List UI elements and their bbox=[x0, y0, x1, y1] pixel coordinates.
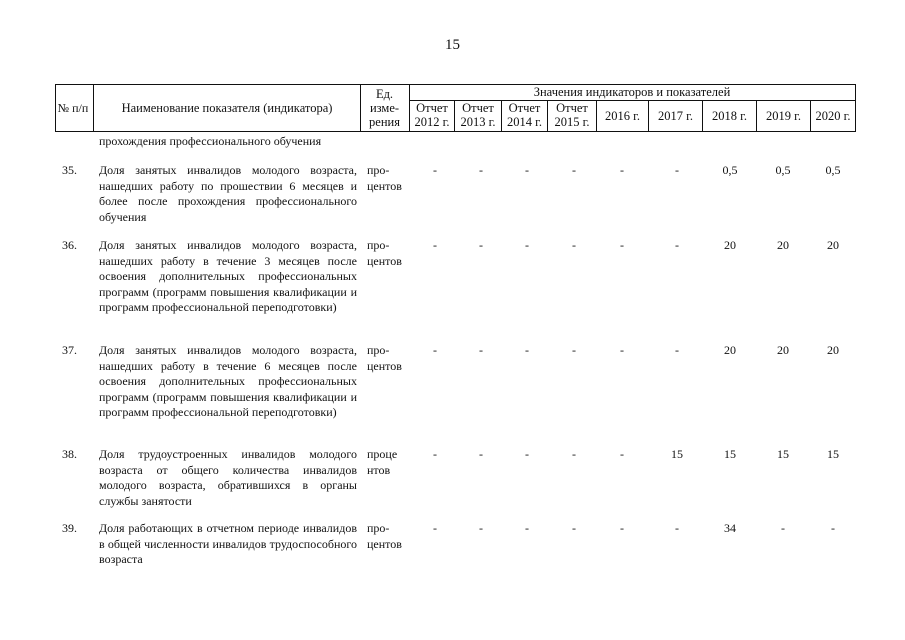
row-value-2020: 20 bbox=[827, 238, 839, 252]
row-value-2017: - bbox=[675, 238, 679, 252]
row-value-2015: - bbox=[572, 163, 576, 177]
row-value-2012: - bbox=[433, 447, 437, 461]
row-number: 37. bbox=[62, 343, 77, 357]
row-number: 35. bbox=[62, 163, 77, 177]
row-value-2019: - bbox=[781, 521, 785, 535]
row-value-2018: 34 bbox=[724, 521, 736, 535]
row-value-2012: - bbox=[433, 163, 437, 177]
header-name: Наименование показателя (индикатора) bbox=[121, 100, 333, 115]
header-year-2014: Отчет 2014 г. bbox=[507, 101, 542, 129]
row-value-2018: 20 bbox=[724, 238, 736, 252]
row-value-2014: - bbox=[525, 521, 529, 535]
row-value-2012: - bbox=[433, 343, 437, 357]
row-value-2019: 20 bbox=[777, 238, 789, 252]
row-value-2018: 15 bbox=[724, 447, 736, 461]
row-indicator-name: Доля занятых инвалидов молодого возраста, нашедших работу в течение 3 месяцев после освоения дополнительных профессиональных программ (программ повышения квалификации и программ профессиональной переподготовки) bbox=[99, 238, 357, 314]
row-value-2017: - bbox=[675, 521, 679, 535]
row-number: 36. bbox=[62, 238, 77, 252]
header-unit bbox=[360, 84, 409, 131]
header-year-2019: 2019 г. bbox=[766, 109, 801, 123]
row-number: 38. bbox=[62, 447, 77, 461]
row-value-2017: - bbox=[675, 163, 679, 177]
row-value-2016: - bbox=[620, 238, 624, 252]
row-value-2015: - bbox=[572, 447, 576, 461]
row-value-2014: - bbox=[525, 163, 529, 177]
row-value-2017: 15 bbox=[671, 447, 683, 461]
header-unit-line: изме- bbox=[369, 100, 400, 115]
row-value-2019: 20 bbox=[777, 343, 789, 357]
row-value-2014: - bbox=[525, 447, 529, 461]
header-year-2015: Отчет 2015 г. bbox=[554, 101, 590, 129]
row-value-2020: - bbox=[831, 521, 835, 535]
header-right-rule bbox=[855, 84, 856, 132]
row-value-2013: - bbox=[479, 238, 483, 252]
row-value-2015: - bbox=[572, 343, 576, 357]
table-header bbox=[55, 84, 856, 132]
header-unit-line: Ед. bbox=[375, 86, 394, 101]
row-value-2016: - bbox=[620, 163, 624, 177]
row-value-2020: 0,5 bbox=[825, 163, 841, 177]
row-value-2018: 20 bbox=[724, 343, 736, 357]
row-value-2017: - bbox=[675, 343, 679, 357]
row-indicator-name: Доля трудоустроенных инвалидов молодого возраста от общего количества инвалидов молодого возраста, обратившихся в органы службы занятости bbox=[99, 447, 357, 508]
row-unit: про- центов bbox=[367, 521, 402, 551]
row-value-2013: - bbox=[479, 163, 483, 177]
row-value-2013: - bbox=[479, 447, 483, 461]
header-year-2012: Отчет 2012 г. bbox=[414, 101, 450, 129]
row-value-2020: 15 bbox=[827, 447, 839, 461]
header-year-2013: Отчет 2013 г. bbox=[460, 101, 496, 129]
row-indicator-name: Доля занятых инвалидов молодого возраста, нашедших работу по прошествии 6 месяцев и более после прохождения профессионального обучения bbox=[99, 163, 357, 224]
row-value-2014: - bbox=[525, 343, 529, 357]
row-unit: проце нтов bbox=[367, 447, 398, 477]
row-value-2012: - bbox=[433, 238, 437, 252]
row-value-2019: 0,5 bbox=[775, 163, 791, 177]
row-value-2015: - bbox=[572, 238, 576, 252]
row-value-2018: 0,5 bbox=[722, 163, 738, 177]
header-year-2016: 2016 г. bbox=[605, 109, 640, 123]
row-value-2016: - bbox=[620, 521, 624, 535]
header-bottom-rule bbox=[55, 131, 856, 132]
row-indicator-name: Доля работающих в отчетном периоде инвалидов в общей численности инвалидов трудоспособного возраста bbox=[99, 521, 357, 566]
header-year-2018: 2018 г. bbox=[712, 109, 747, 123]
header-num: № п/п bbox=[57, 100, 89, 115]
header-year-2020: 2020 г. bbox=[815, 109, 851, 123]
header-year-2017: 2017 г. bbox=[658, 109, 693, 123]
row-value-2020: 20 bbox=[827, 343, 839, 357]
page-number: 15 bbox=[445, 37, 460, 53]
row-value-2014: - bbox=[525, 238, 529, 252]
row-value-2012: - bbox=[433, 521, 437, 535]
row-indicator-name: Доля занятых инвалидов молодого возраста, нашедших работу в течение 6 месяцев после освоения дополнительных профессиональных программ (программ повышения квалификации и программ профессиональной переподготовки) bbox=[99, 343, 357, 419]
continuation-text: прохождения профессионального обучения bbox=[99, 134, 322, 148]
row-number: 39. bbox=[62, 521, 77, 535]
row-value-2019: 15 bbox=[777, 447, 789, 461]
row-value-2015: - bbox=[572, 521, 576, 535]
row-value-2013: - bbox=[479, 343, 483, 357]
header-unit-line: рения bbox=[369, 114, 400, 129]
row-value-2016: - bbox=[620, 343, 624, 357]
header-values-group: Значения индикаторов и показателей bbox=[533, 85, 731, 99]
row-unit: про- центов bbox=[367, 343, 402, 373]
row-unit: про- центов bbox=[367, 238, 402, 268]
row-value-2016: - bbox=[620, 447, 624, 461]
row-unit: про- центов bbox=[367, 163, 402, 193]
row-value-2013: - bbox=[479, 521, 483, 535]
